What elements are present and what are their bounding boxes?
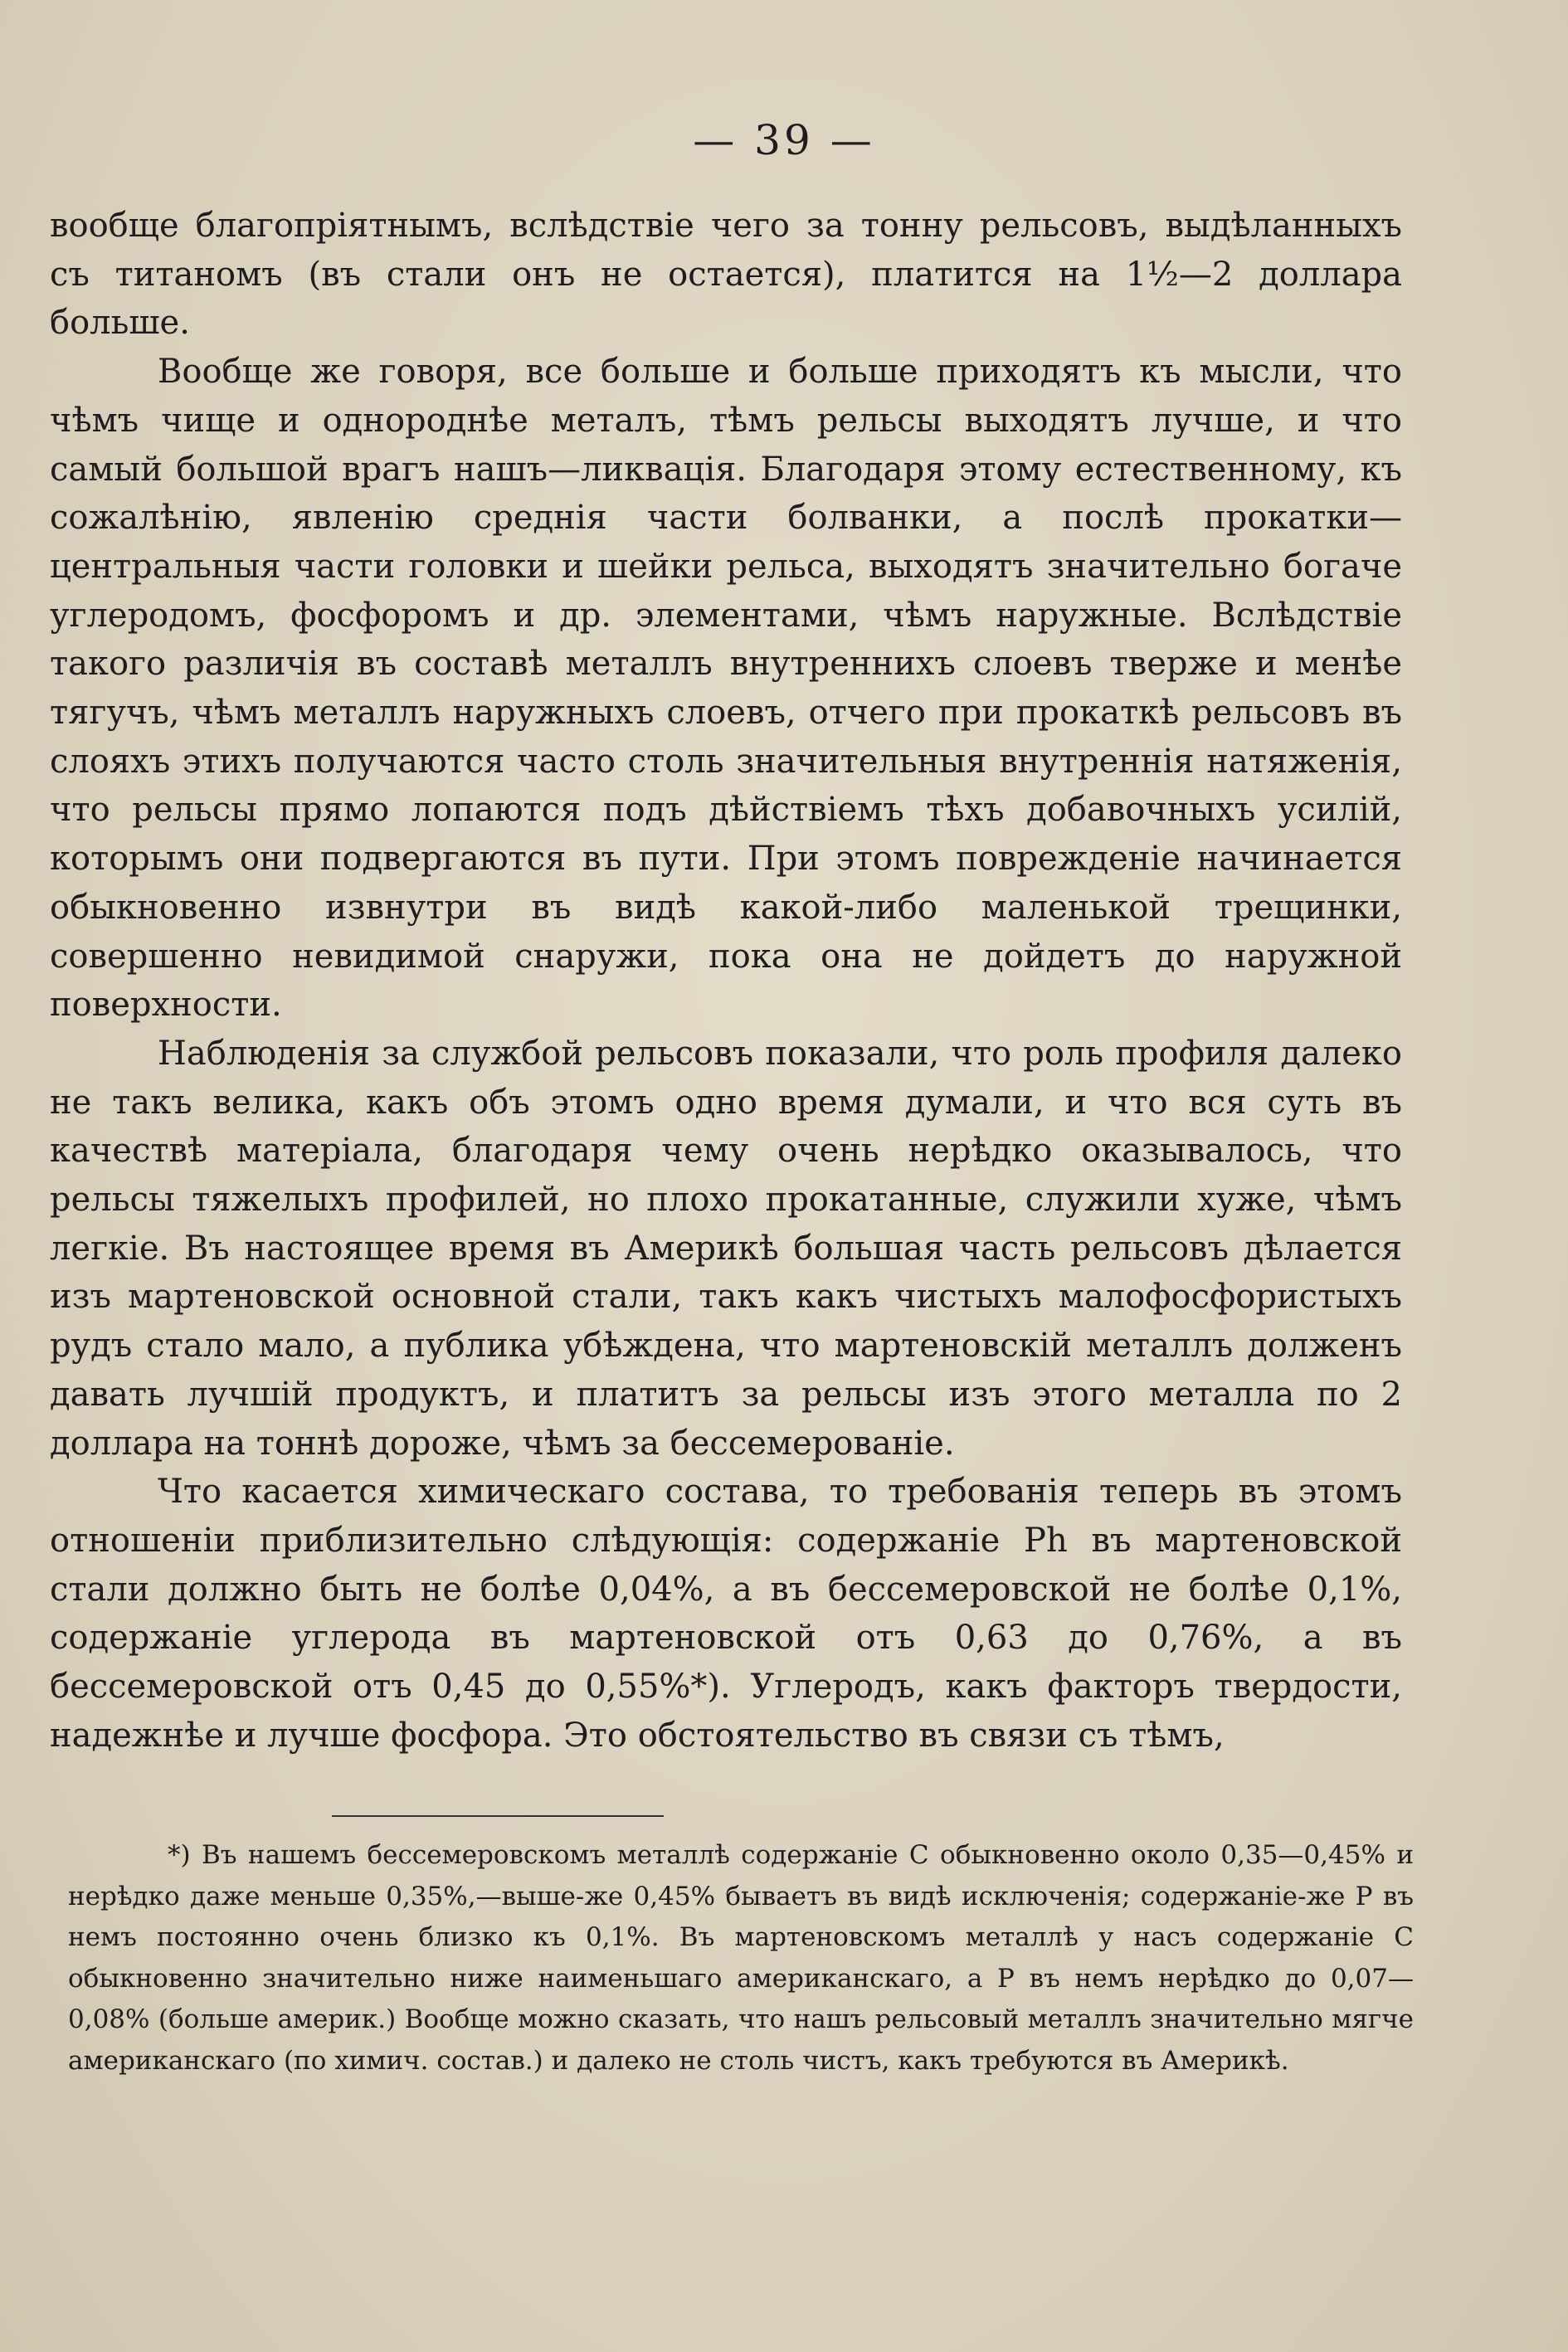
paragraph-4: Что касается химическаго состава, то требованія теперь въ этомъ отношеніи приблизительно слѣдующія: содержаніе Ph въ мартеновской стали должно быть не болѣе 0,04%, а въ бессемеровской не болѣе 0,1%, содержаніе углерода въ мартеновской отъ 0,63 до 0,76%, а въ бессемеровской отъ 0,45 до 0,55%*). Углеродъ, какъ факторъ твердости, надежнѣе и лучше фосфора. Это обстоятельство въ связи съ тѣмъ,: [50, 1473, 1402, 1755]
footnote: *) Въ нашемъ бессемеровскомъ металлѣ содержаніе С обыкновенно около 0,35—0,45% и нерѣдко даже меньше 0,35%,—выше-же 0,45% бываетъ въ видѣ исключенія; содержаніе-же Р въ немъ постоянно очень близко къ 0,1%. Въ мартеновскомъ металлѣ у насъ содержаніе С обыкновенно значительно ниже наименьшаго американскаго, а Р въ немъ нерѣдко до 0,07—0,08% (больше америк.) Вообще можно сказать, что нашъ рельсовый металлъ значительно мягче американскаго (по химич. состав.) и далеко не столь чистъ, какъ требуются въ Америкѣ.: [68, 1840, 1414, 2076]
footnote-divider: [332, 1815, 664, 1817]
main-text: [50, 202, 1402, 1760]
page-number: — 39 —: [693, 116, 875, 164]
paragraph-1: вообще благопріятнымъ, вслѣдствіе чего за тонну рельсовъ, выдѣланныхъ съ титаномъ (въ стали онъ не остается), платится на 1½—2 доллара больше.: [50, 207, 1402, 343]
paragraph-3: Наблюденія за службой рельсовъ показали, что роль профиля далеко не такъ велика, какъ объ этомъ одно время думали, и что вся суть въ качествѣ матеріала, благодаря чему очень нерѣдко оказывалось, что рельсы тяжелыхъ профилей, но плохо прокатанные, служили хуже, чѣмъ легкіе. Въ настоящее время въ Америкѣ большая часть рельсовъ дѣлается изъ мартеновской основной стали, такъ какъ чистыхъ малофосфористыхъ рудъ стало мало, а публика убѣждена, что мартеновскій металлъ долженъ давать лучшій продуктъ, и платитъ за рельсы изъ этого металла по 2 доллара на тоннѣ дороже, чѣмъ за бессемерованіе.: [50, 1034, 1402, 1463]
paragraph-2: Вообще же говоря, все больше и больше приходятъ къ мысли, что чѣмъ чище и однороднѣе металъ, тѣмъ рельсы выходятъ лучше, и что самый большой врагъ нашъ—ликвація. Благодаря этому естественному, къ сожалѣнію, явленію среднія части болванки, а послѣ прокатки—центральныя части головки и шейки рельса, выходятъ значительно богаче углеродомъ, фосфоромъ и др. элементами, чѣмъ наружные. Вслѣдствіе такого различія въ составѣ металлъ внутреннихъ слоевъ тверже и менѣе тягучъ, чѣмъ металлъ наружныхъ слоевъ, отчего при прокаткѣ рельсовъ въ слояхъ этихъ получаются часто столь значительныя внутреннія натяженія, что рельсы прямо лопаются подъ дѣйствіемъ тѣхъ добавочныхъ усилій, которымъ они подвергаются въ пути. При этомъ поврежденіе начинается обыкновенно извнутри въ видѣ какой-либо маленькой трещинки, совершенно невидимой снаружи, пока она не дойдетъ до наружной поверхности.: [50, 353, 1402, 1025]
